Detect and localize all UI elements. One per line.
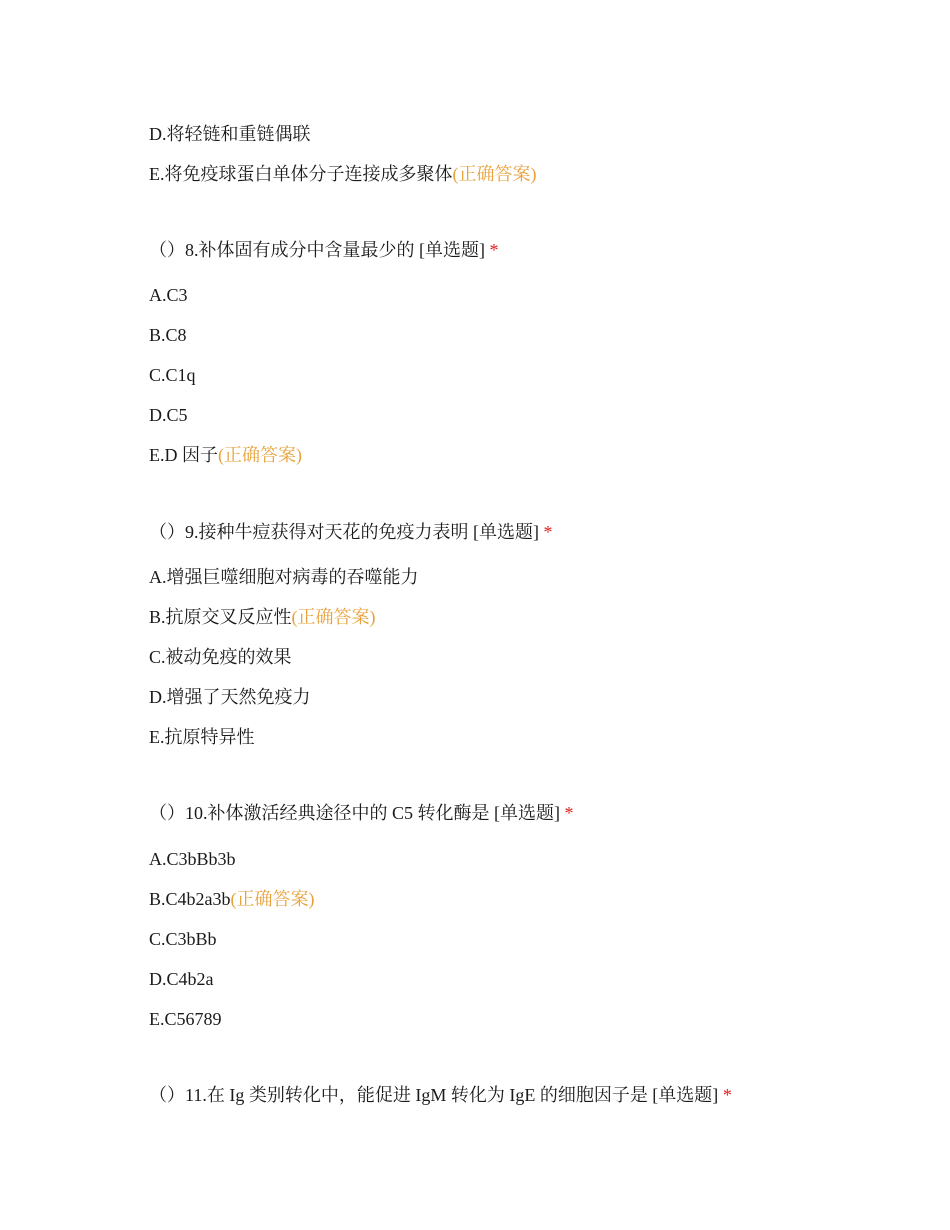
question-text: 8.补体固有成分中含量最少的 [单选题] (185, 240, 485, 260)
question-text: 10.补体激活经典途径中的 C5 转化酶是 [单选题] (185, 803, 560, 823)
option-text: A.增强巨噬细胞对病毒的吞噬能力 (149, 567, 419, 587)
correct-answer-label: (正确答案) (218, 445, 302, 465)
question-8-option-e (149, 443, 302, 467)
option-prev-d (149, 122, 311, 146)
question-9-option-e (149, 725, 255, 749)
question-10-option-a (149, 847, 236, 871)
option-text: A.C3 (149, 285, 188, 305)
option-text: E.D 因子 (149, 445, 218, 465)
option-text: D.C4b2a (149, 969, 214, 989)
correct-answer-label: (正确答案) (230, 889, 315, 909)
required-mark: * (543, 522, 553, 542)
question-text: 11.在 Ig 类别转化中，能促进 IgM 转化为 IgE 的细胞因子是 [单选题] (185, 1085, 719, 1105)
option-text: E.将免疫球蛋白单体分子连接成多聚体 (149, 164, 453, 184)
correct-answer-label: (正确答案) (291, 607, 376, 627)
option-text: C.被动免疫的效果 (149, 647, 292, 667)
question-8-option-a (149, 283, 188, 307)
question-prefix: （） (149, 522, 185, 542)
option-text: B.C8 (149, 325, 187, 345)
option-text: E.C56789 (149, 1009, 222, 1029)
question-11-title (149, 1083, 732, 1107)
required-mark: * (489, 240, 499, 260)
question-10-option-b (149, 887, 315, 911)
question-9-option-d (149, 685, 311, 709)
question-8-option-d (149, 403, 188, 427)
question-prefix: （） (149, 803, 185, 823)
option-text: D.C5 (149, 405, 188, 425)
question-10-option-c (149, 927, 217, 951)
question-9-option-b (149, 605, 376, 629)
question-text: 9.接种牛痘获得对天花的免疫力表明 [单选题] (185, 522, 539, 542)
required-mark: * (722, 1085, 732, 1105)
required-mark: * (564, 803, 574, 823)
option-text: B.抗原交叉反应性 (149, 607, 292, 627)
correct-answer-label: (正确答案) (452, 164, 537, 184)
option-text: A.C3bBb3b (149, 849, 236, 869)
option-prev-e (149, 162, 537, 186)
question-8-title (149, 238, 499, 262)
option-text: D.将轻链和重链偶联 (149, 124, 311, 144)
option-text: E.抗原特异性 (149, 727, 255, 747)
question-prefix: （） (149, 1085, 185, 1105)
question-10-title (149, 801, 574, 825)
question-9-option-a (149, 565, 419, 589)
option-text: D.增强了天然免疫力 (149, 687, 311, 707)
question-prefix: （） (149, 240, 185, 260)
question-9-title (149, 520, 553, 544)
question-9-option-c (149, 645, 292, 669)
option-text: B.C4b2a3b (149, 889, 231, 909)
question-10-option-d (149, 967, 214, 991)
option-text: C.C3bBb (149, 929, 217, 949)
option-text: C.C1q (149, 365, 196, 385)
question-8-option-c (149, 363, 196, 387)
question-8-option-b (149, 323, 187, 347)
question-10-option-e (149, 1007, 222, 1031)
